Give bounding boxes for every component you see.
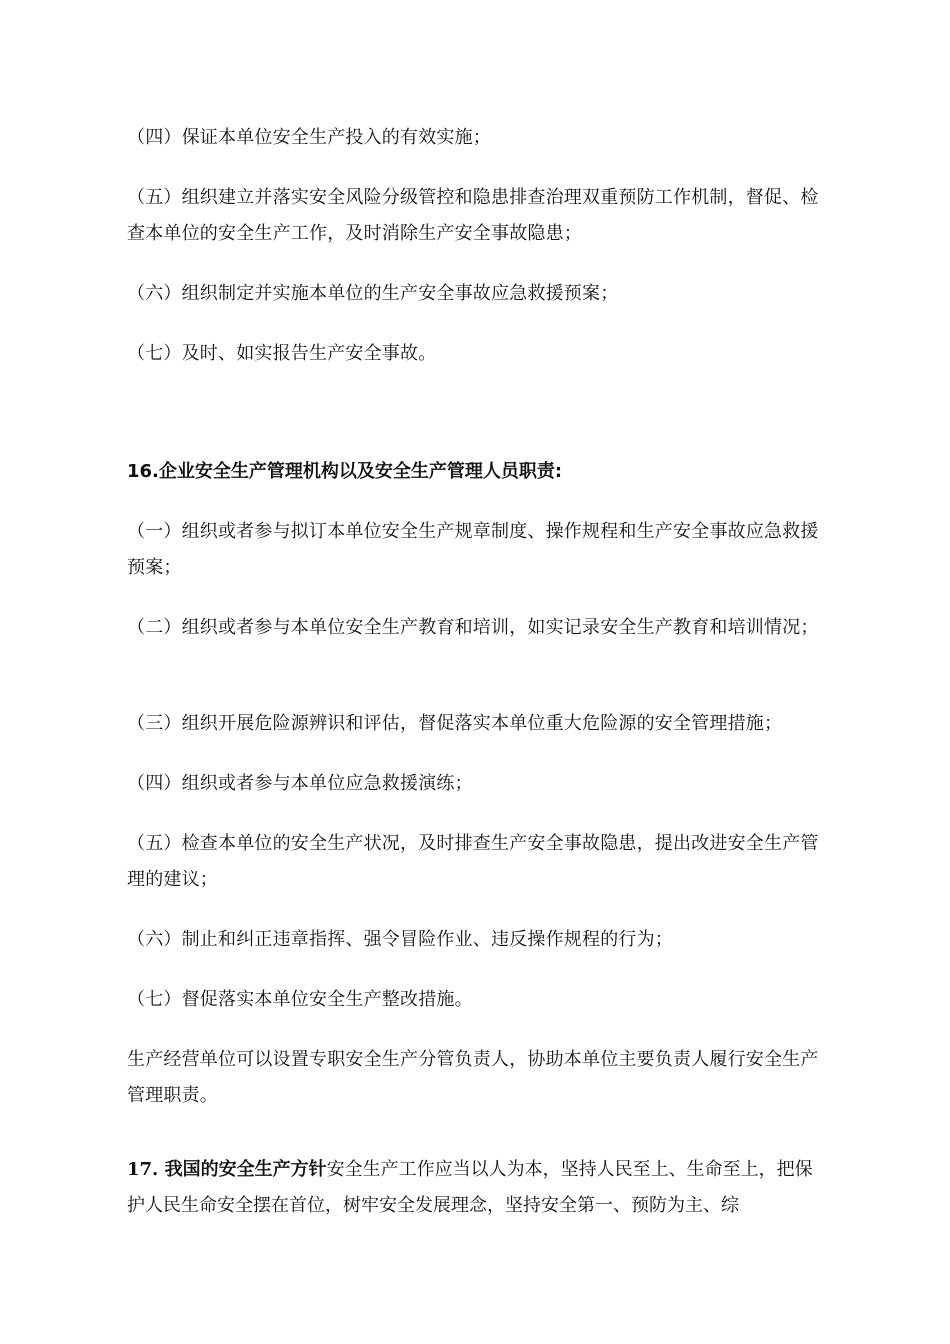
section17-paragraph xyxy=(127,1152,827,1224)
section17-heading: 17. 我国的安全生产方针 xyxy=(127,1159,327,1180)
section16-item-7: （七）督促落实本单位安全生产整改措施。 xyxy=(127,989,473,1010)
section17-text: 安全生产工作应当以人为本，坚持人民至上、生命至上，把保护人民生命安全摆在首位，树牢安全发展理念，坚持安全第一、预防为主、综 xyxy=(127,1159,813,1216)
section15-item-6: （六）组织制定并实施本单位的生产安全事故应急救援预案； xyxy=(127,283,619,304)
section16-item-2: （二）组织或者参与本单位安全生产教育和培训，如实记录安全生产教育和培训情况； xyxy=(127,617,819,638)
section16-item-4: （四）组织或者参与本单位应急救援演练； xyxy=(127,773,473,794)
section16-heading: 16.企业安全生产管理机构以及安全生产管理人员职责: xyxy=(127,461,563,482)
section15-item-5: （五）组织建立并落实安全风险分级管控和隐患排查治理双重预防工作机制，督促、检查本单位的安全生产工作，及时消除生产安全事故隐患； xyxy=(127,187,819,244)
section15-item-7: （七）及时、如实报告生产安全事故。 xyxy=(127,343,437,364)
section16-item-5: （五）检查本单位的安全生产状况，及时排查生产安全事故隐患，提出改进安全生产管理的建议； xyxy=(127,833,819,890)
section16-item-6: （六）制止和纠正违章指挥、强令冒险作业、违反操作规程的行为； xyxy=(127,929,673,950)
section15-item-4: （四）保证本单位安全生产投入的有效实施； xyxy=(127,127,491,148)
section16-item-1: （一）组织或者参与拟订本单位安全生产规章制度、操作规程和生产安全事故应急救援预案； xyxy=(127,521,819,578)
section16-item-3: （三）组织开展危险源辨识和评估，督促落实本单位重大危险源的安全管理措施； xyxy=(127,713,783,734)
section16-note: 生产经营单位可以设置专职安全生产分管负责人，协助本单位主要负责人履行安全生产管理职责。 xyxy=(127,1049,819,1106)
